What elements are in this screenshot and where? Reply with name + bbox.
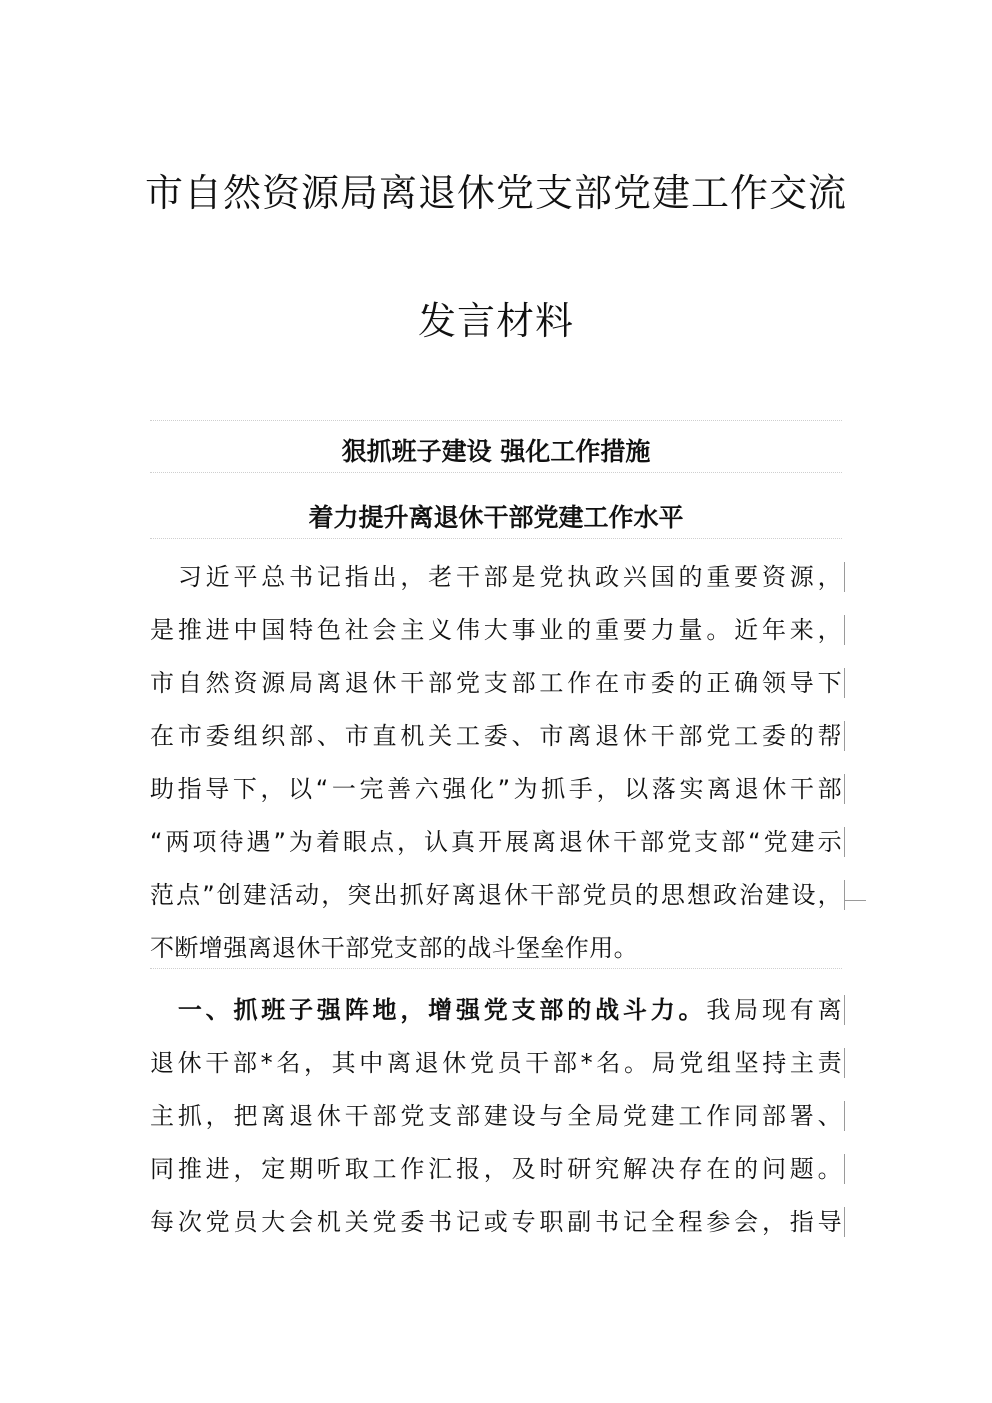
- intro-paragraph-line: 助指导下，以“一完善六强化”为抓手，以落实离退休干部: [150, 775, 842, 803]
- text-boundary-mark: [844, 995, 845, 1025]
- divider: [150, 968, 842, 969]
- document-title-line-1: 市自然资源局离退休党支部党建工作交流: [144, 171, 847, 215]
- intro-paragraph-line: “两项待遇”为着眼点，认真开展离退休干部党支部“党建示: [150, 828, 842, 856]
- text-boundary-mark: [844, 880, 845, 910]
- text-boundary-mark: [844, 615, 845, 645]
- text-boundary-mark: [844, 1154, 845, 1184]
- text-boundary-mark: [844, 774, 845, 804]
- intro-paragraph-line: 市自然资源局离退休干部党支部工作在市委的正确领导下: [150, 669, 842, 697]
- intro-paragraph-line: 不断增强离退休干部党支部的战斗堡垒作用。: [150, 934, 638, 962]
- divider: [150, 538, 842, 539]
- text-boundary-mark: [844, 562, 845, 592]
- divider: [150, 420, 842, 421]
- section-1-line: 主抓，把离退休干部党支部建设与全局党建工作同部署、: [150, 1102, 842, 1130]
- text-boundary-mark: [844, 827, 845, 857]
- text-boundary-mark: [844, 1101, 845, 1131]
- text-boundary-mark: [844, 1207, 845, 1237]
- text-boundary-mark: [844, 1048, 845, 1078]
- document-title-line-2: 发言材料: [417, 299, 574, 343]
- text-boundary-mark: [844, 721, 845, 751]
- section-1-line: 同推进，定期听取工作汇报，及时研究解决存在的问题。: [150, 1155, 842, 1183]
- intro-paragraph-line: 是推进中国特色社会主义伟大事业的重要力量。近年来，: [150, 616, 842, 644]
- subtitle-line-1: 狠抓班子建设 强化工作措施: [341, 437, 651, 466]
- text-boundary-tick: [844, 900, 866, 901]
- intro-paragraph-line: 习近平总书记指出，老干部是党执政兴国的重要资源，: [150, 563, 842, 591]
- intro-paragraph-line: 范点”创建活动，突出抓好离退休干部党员的思想政治建设，: [150, 881, 842, 909]
- section-1-lead-text: 我局现有离: [706, 996, 843, 1024]
- section-1-heading: 一、抓班子强阵地，增强党支部的战斗力。: [150, 996, 707, 1024]
- section-1-first-line: [150, 990, 842, 1030]
- divider: [150, 472, 842, 473]
- text-boundary-mark: [844, 668, 845, 698]
- section-1-line: 每次党员大会机关党委书记或专职副书记全程参会，指导: [150, 1208, 842, 1236]
- section-1-line: 退休干部*名，其中离退休党员干部*名。局党组坚持主责: [150, 1049, 842, 1077]
- subtitle-line-2: 着力提升离退休干部党建工作水平: [308, 503, 684, 532]
- intro-paragraph-line: 在市委组织部、市直机关工委、市离退休干部党工委的帮: [150, 722, 842, 750]
